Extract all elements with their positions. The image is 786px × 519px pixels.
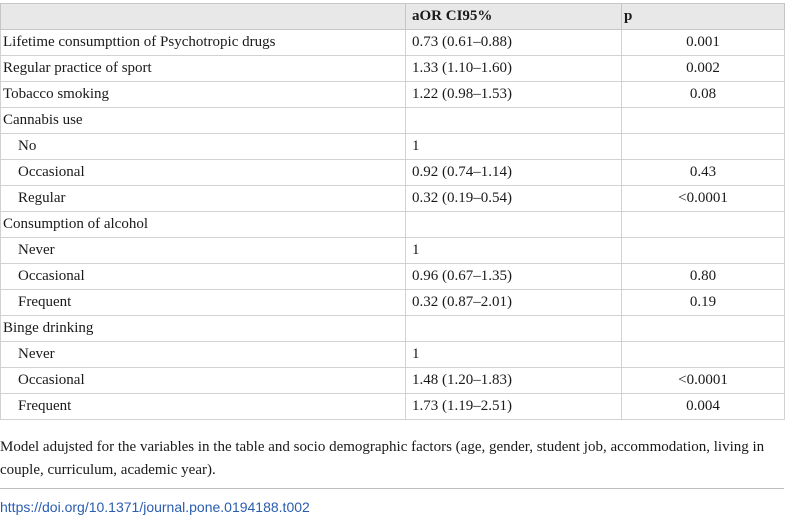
table-header-row xyxy=(1,4,785,30)
table-row xyxy=(1,316,785,342)
row-p-value xyxy=(622,238,785,264)
row-p-value: 0.002 xyxy=(622,56,785,82)
table-footnote: Model adujsted for the variables in the table and socio demographic factors (age, gender, student job, accommodation, living in couple, curriculum, academic year). xyxy=(0,439,765,478)
row-label: Occasional xyxy=(1,368,406,394)
table-row xyxy=(1,212,785,238)
table-body xyxy=(1,30,785,420)
row-label: Regular practice of sport xyxy=(1,56,406,82)
footer-divider xyxy=(0,488,784,489)
row-p-value xyxy=(622,134,785,160)
row-aor: 1.48 (1.20–1.83) xyxy=(406,368,622,394)
row-label: Never xyxy=(1,238,406,264)
row-aor: 1 xyxy=(406,238,622,264)
row-label: Frequent xyxy=(1,394,406,420)
table-row xyxy=(1,108,785,134)
row-aor: 1 xyxy=(406,342,622,368)
row-aor: 0.96 (0.67–1.35) xyxy=(406,264,622,290)
row-p-value xyxy=(622,316,785,342)
row-aor xyxy=(406,108,622,134)
row-aor: 1 xyxy=(406,134,622,160)
table-row xyxy=(1,134,785,160)
row-label: Lifetime consumpttion of Psychotropic drugs xyxy=(1,30,406,56)
row-aor: 0.73 (0.61–0.88) xyxy=(406,30,622,56)
table-row xyxy=(1,238,785,264)
row-label: Regular xyxy=(1,186,406,212)
table-row xyxy=(1,56,785,82)
header-aor: aOR CI95% xyxy=(406,4,622,30)
row-aor: 1.33 (1.10–1.60) xyxy=(406,56,622,82)
row-label: Frequent xyxy=(1,290,406,316)
row-p-value: 0.001 xyxy=(622,30,785,56)
row-aor: 0.32 (0.19–0.54) xyxy=(406,186,622,212)
doi-link[interactable]: https://doi.org/10.1371/journal.pone.0194188.t002 xyxy=(0,499,310,515)
row-aor: 1.73 (1.19–2.51) xyxy=(406,394,622,420)
row-p-value xyxy=(622,108,785,134)
row-p-value: 0.43 xyxy=(622,160,785,186)
row-aor: 1.22 (0.98–1.53) xyxy=(406,82,622,108)
table-row xyxy=(1,82,785,108)
table-row xyxy=(1,30,785,56)
table-row xyxy=(1,160,785,186)
row-p-value: 0.004 xyxy=(622,394,785,420)
table-row xyxy=(1,264,785,290)
row-p-value: 0.08 xyxy=(622,82,785,108)
row-p-value: 0.19 xyxy=(622,290,785,316)
row-aor: 0.92 (0.74–1.14) xyxy=(406,160,622,186)
row-aor xyxy=(406,212,622,238)
row-label: Tobacco smoking xyxy=(1,82,406,108)
table-row xyxy=(1,186,785,212)
row-p-value xyxy=(622,342,785,368)
table-row xyxy=(1,290,785,316)
row-label: Consumption of alcohol xyxy=(1,212,406,238)
row-aor xyxy=(406,316,622,342)
row-label: Occasional xyxy=(1,160,406,186)
table-row xyxy=(1,394,785,420)
row-label: Binge drinking xyxy=(1,316,406,342)
row-aor: 0.32 (0.87–2.01) xyxy=(406,290,622,316)
table-row xyxy=(1,342,785,368)
row-label: No xyxy=(1,134,406,160)
header-variable xyxy=(1,4,406,30)
table-row xyxy=(1,368,785,394)
row-label: Cannabis use xyxy=(1,108,406,134)
row-p-value: <0.0001 xyxy=(622,368,785,394)
row-label: Never xyxy=(1,342,406,368)
row-p-value: <0.0001 xyxy=(622,186,785,212)
row-p-value xyxy=(622,212,785,238)
header-p: p xyxy=(622,4,785,30)
row-p-value: 0.80 xyxy=(622,264,785,290)
results-table xyxy=(0,3,785,420)
row-label: Occasional xyxy=(1,264,406,290)
